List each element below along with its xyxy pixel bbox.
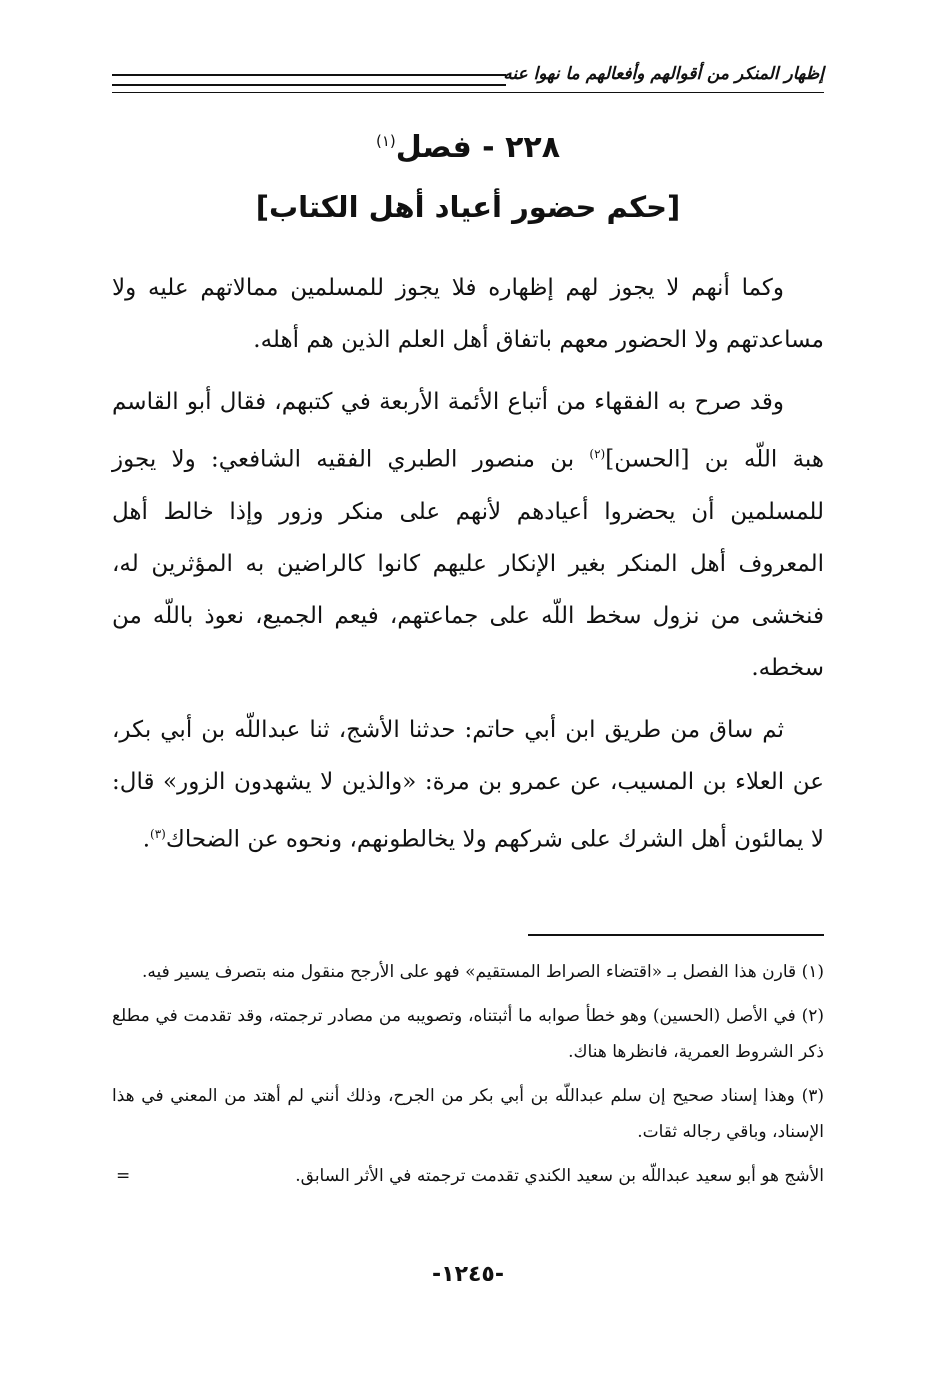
paragraph-3-part-a: ثم ساق من طريق ابن أبي حاتم: حدثنا الأشج، ثنا عبداللّه بن أبي بكر، عن العلاء بن المسيب، عن عمرو بن مرة: «والذين لا يشهدون الزور» قال: لا يمالئون أهل الشرك على شركهم ولا يخالطونهم، ونحوه عن الضحاك [112, 716, 824, 853]
header-underline [112, 92, 824, 93]
running-header-title: إظهار المنكر من أقوالهم وأفعالهم ما نهوا عنه [503, 64, 824, 84]
running-header [112, 62, 824, 96]
paragraph-1: وكما أنهم لا يجوز لهم إظهاره فلا يجوز للمسلمين ممالاتهم عليه ولا مساعدتهم ولا الحضور معهم باتفاق أهل العلم الذين هم أهله. [112, 275, 824, 353]
footnote-3: (٣) وهذا إسناد صحيح إن سلم عبداللّه بن أبي بكر من الجرح، وذلك أنني لم أهتد من المعني في هذا الإسناد، وباقي رجاله ثقات. [112, 1086, 824, 1142]
footnote-ref-3: (٣) [150, 826, 166, 841]
paragraph-2-part-a: وقد صرح به الفقهاء من أتباع الأئمة الأربعة في كتبهم، فقال أبو القاسم هبة اللّه بن [الحسن] [112, 389, 824, 473]
section-number [112, 130, 824, 165]
main-text [112, 262, 824, 875]
footnotes [112, 954, 824, 1202]
footnote-ref-2: (٢) [589, 447, 606, 461]
page-number: -١٢٤٥- [432, 1262, 504, 1287]
section-number-text: ٢٢٨ - فصل [395, 130, 561, 165]
header-double-rule [112, 74, 506, 86]
paragraph-3-end: . [142, 826, 151, 853]
paragraph-2 [112, 376, 824, 694]
paragraph-3 [112, 704, 824, 866]
section-footnote-ref: (١) [375, 132, 396, 150]
paragraph-2-part-b: بن منصور الطبري الفقيه الشافعي: ولا يجوز للمسلمين أن يحضروا أعيادهم لأنهم على منكر وزور وإذا خالط أهل المعروف أهل المنكر بغير الإنكار عليهم كانوا كالراضين به المؤثرين له، فنخشى من نزول سخط اللّه على جماعتهم، فيعم الجميع، نعوذ باللّه من سخطه. [112, 446, 824, 681]
footnote-separator [528, 934, 824, 936]
footnote-2: (٢) في الأصل (الحسين) وهو خطأ صوابه ما أثبتناه، وتصويبه من مصادر ترجمته، وقد تقدمت في مطلع ذكر الشروط العمرية، فانظرها هناك. [112, 1006, 824, 1062]
continuation-mark: = [116, 1166, 131, 1186]
section-title: [حكم حضور أعياد أهل الكتاب] [255, 190, 681, 224]
footnote-3-continued-text: الأشج هو أبو سعيد عبداللّه بن سعيد الكندي تقدمت ترجمته في الأثر السابق. [295, 1166, 824, 1186]
footnote-1: (١) قارن هذا الفصل بـ «اقتضاء الصراط المستقيم» فهو على الأرجح منقول منه بتصرف يسير فيه. [141, 962, 824, 982]
footnote-3-continued [112, 1158, 824, 1194]
